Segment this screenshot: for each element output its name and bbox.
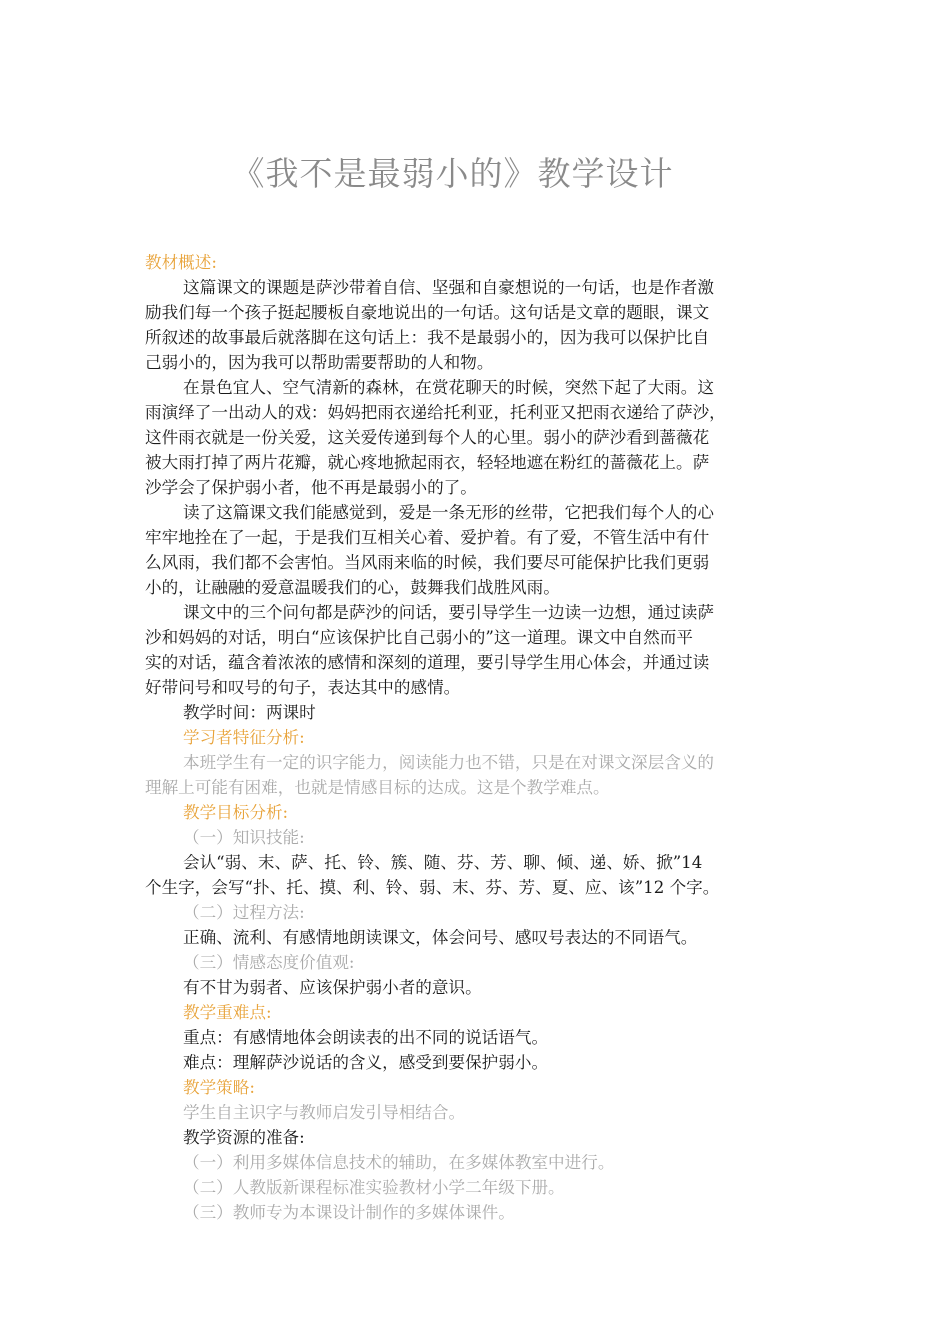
text-line: 本班学生有一定的识字能力，阅读能力也不错，只是在对课文深层含义的 (183, 753, 714, 772)
section-heading: 教材概述: (145, 253, 217, 272)
text-line: 被大雨打掉了两片花瓣，就心疼地掀起雨衣，轻轻地遮在粉红的蔷薇花上。萨 (145, 453, 710, 472)
text-line: 有不甘为弱者、应该保护弱小者的意识。 (183, 978, 482, 997)
text-line: 学生自主识字与教师启发引导相结合。 (183, 1103, 466, 1122)
text-line: 正确、流利、有感情地朗读课文，体会问号、感叹号表达的不同语气。 (183, 928, 698, 947)
text-line: 读了这篇课文我们能感觉到，爱是一条无形的丝带，它把我们每个人的心 (183, 503, 714, 522)
section-heading: 教学重难点: (183, 1003, 272, 1022)
text-line: 雨演绎了一出动人的戏：妈妈把雨衣递给托利亚，托利亚又把雨衣递给了萨沙， (145, 403, 726, 422)
text-line: （三）情感态度价值观: (183, 953, 355, 972)
section-heading: 教学目标分析: (183, 803, 289, 822)
text-line: 沙学会了保护弱小者，他不再是最弱小的了。 (145, 478, 477, 497)
text-line: 么风雨，我们都不会害怕。当风雨来临的时候，我们要尽可能保护比我们更弱 (145, 553, 710, 572)
section-heading: 学习者特征分析: (183, 728, 305, 747)
text-line: （二）过程方法: (183, 903, 305, 922)
text-line: （一）知识技能: (183, 828, 305, 847)
text-line: 教学时间：两课时 (183, 703, 316, 722)
text-line: 好带问号和叹号的句子，表达其中的感情。 (145, 678, 461, 697)
text-line: 重点：有感情地体会朗读表的出不同的说话语气。 (183, 1028, 549, 1047)
text-line: （一）利用多媒体信息技术的辅助，在多媒体教室中进行。 (183, 1153, 615, 1172)
text-line: 沙和妈妈的对话，明白“应该保护比自己弱小的”这一道理。课文中自然而平 (145, 628, 693, 647)
text-line: 理解上可能有困难，也就是情感目标的达成。这是个教学难点。 (145, 778, 610, 797)
text-line: 会认“弱、末、萨、托、铃、簇、随、芬、芳、聊、倾、递、娇、掀”14 (183, 853, 703, 872)
text-line: （三）教师专为本课设计制作的多媒体课件。 (183, 1203, 515, 1222)
text-line: 己弱小的，因为我可以帮助需要帮助的人和物。 (145, 353, 494, 372)
text-line: 所叙述的故事最后就落脚在这句话上：我不是最弱小的，因为我可以保护比自 (145, 328, 710, 347)
text-line: 课文中的三个问句都是萨沙的问话，要引导学生一边读一边想，通过读萨 (183, 603, 714, 622)
text-line: （二）人教版新课程标准实验教材小学二年级下册。 (183, 1178, 565, 1197)
text-line: 个生字，会写“扑、托、摸、利、铃、弱、末、芬、芳、夏、应、该”12 个字。 (145, 878, 720, 897)
section-heading: 教学策略: (183, 1078, 255, 1097)
text-line: 小的，让融融的爱意温暖我们的心，鼓舞我们战胜风雨。 (145, 578, 560, 597)
text-line: 牢牢地拴在了一起，于是我们互相关心着、爱护着。有了爱，不管生活中有什 (145, 528, 710, 547)
text-line: 在景色宜人、空气清新的森林，在赏花聊天的时候，突然下起了大雨。这 (183, 378, 714, 397)
text-line: 实的对话，蕴含着浓浓的感情和深刻的道理，要引导学生用心体会，并通过读 (145, 653, 710, 672)
document-title: 《我不是最弱小的》教学设计 (231, 154, 674, 193)
text-line: 这件雨衣就是一份关爱，这关爱传递到每个人的心里。弱小的萨沙看到蔷薇花 (145, 428, 710, 447)
text-line: 这篇课文的课题是萨沙带着自信、坚强和自豪想说的一句话，也是作者激 (183, 278, 714, 297)
text-line: 教学资源的准备: (183, 1128, 305, 1147)
text-line: 难点：理解萨沙说话的含义，感受到要保护弱小。 (183, 1053, 549, 1072)
document-body (145, 250, 810, 1225)
text-line: 励我们每一个孩子挺起腰板自豪地说出的一句话。这句话是文章的题眼，课文 (145, 303, 710, 322)
